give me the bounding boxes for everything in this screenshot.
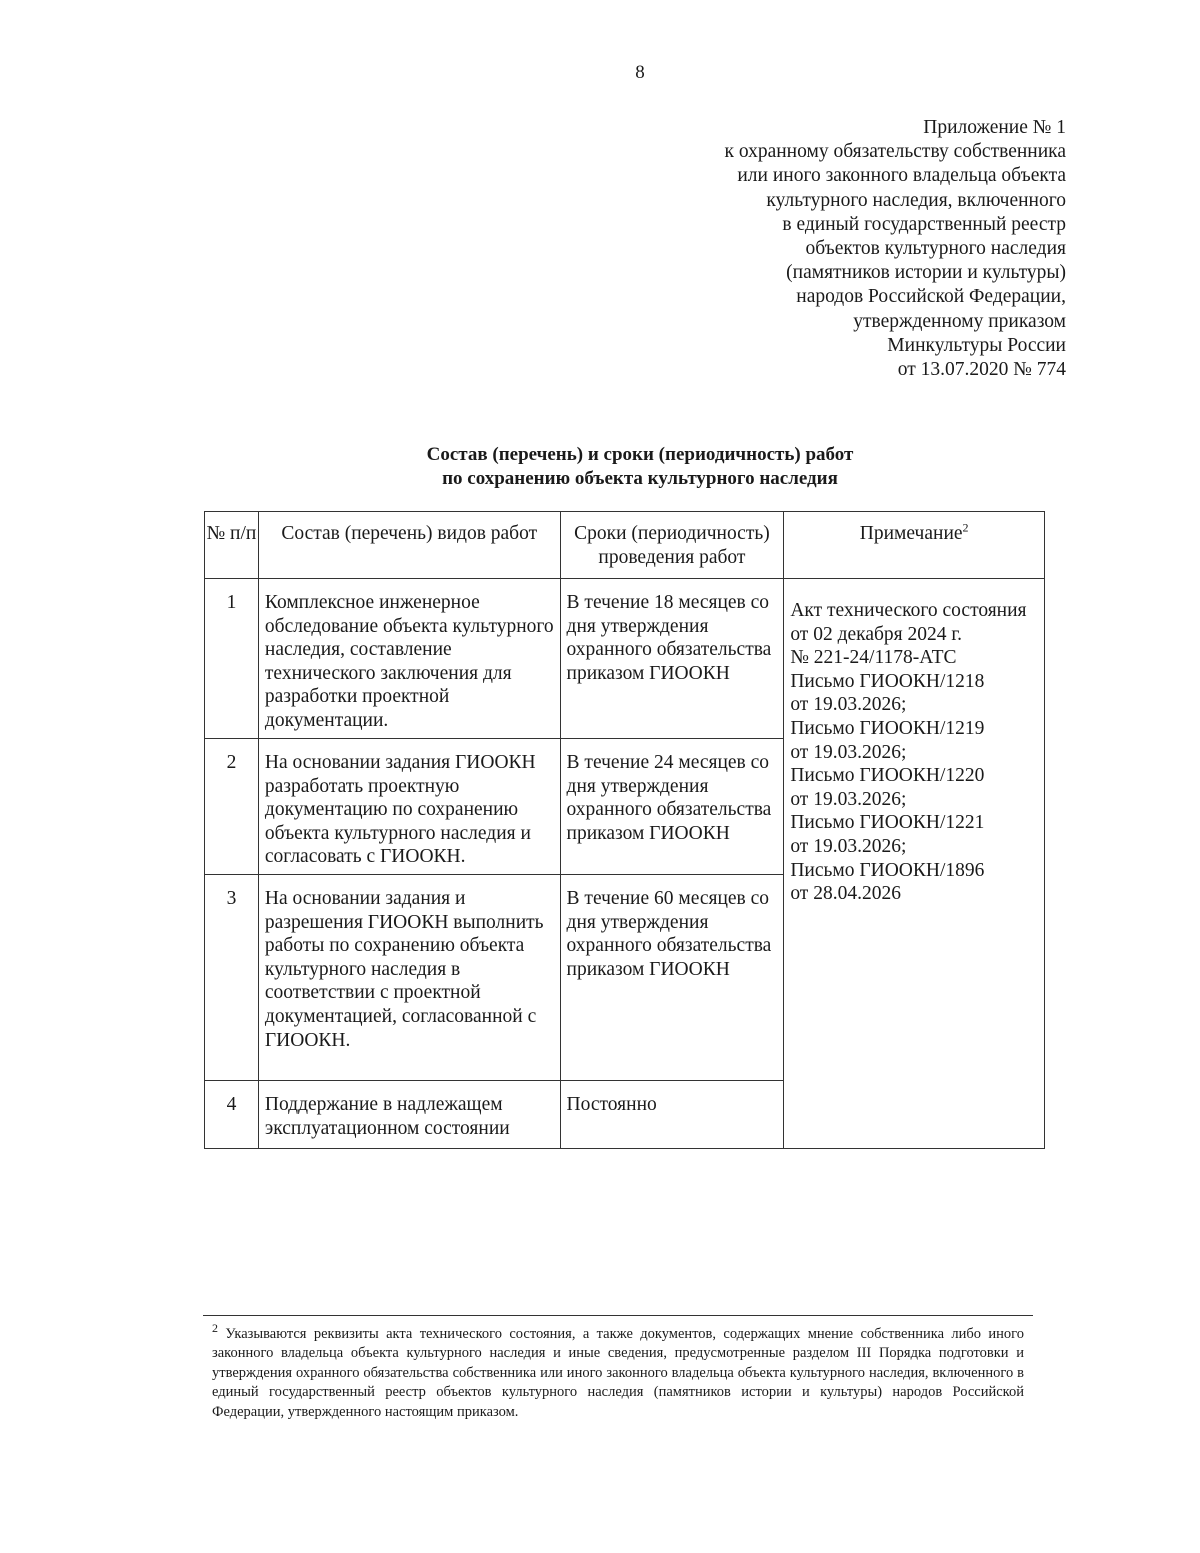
row-terms: В течение 18 месяцев со дня утверждения охранного обязательства приказом ГИООКН xyxy=(560,579,784,739)
works-table xyxy=(204,511,1045,1149)
header-note-label: Примечание xyxy=(859,523,963,544)
appendix-heading xyxy=(724,116,1066,382)
row-works: На основании задания ГИООКН разработать проектную документацию по сохранению объекта культурного наследия и согласовать с ГИООКН. xyxy=(258,739,560,875)
appendix-line: Приложение № 1 xyxy=(923,117,1066,138)
row-works: Комплексное инженерное обследование объекта культурного наследия, составление технического заключения для разработки проектной документации. xyxy=(258,579,560,739)
appendix-line: в единый государственный реестр xyxy=(782,213,1066,235)
footnote-marker: 2 xyxy=(212,1321,218,1336)
note-line: от 28.04.2026 xyxy=(790,883,901,905)
note-line: Письмо ГИООКН/1221 xyxy=(790,812,985,834)
table-row xyxy=(205,579,1045,739)
row-works: На основании задания и разрешения ГИООКН выполнить работы по сохранению объекта культурного наследия в соответствии с проектной документацией, согласованной с ГИООКН. xyxy=(258,875,560,1081)
note-line: от 19.03.2026; xyxy=(790,788,907,810)
header-works: Состав (перечень) видов работ xyxy=(258,512,560,579)
appendix-line: культурного наследия, включенного xyxy=(766,189,1066,211)
appendix-line: утвержденному приказом xyxy=(853,310,1066,332)
note-line: от 19.03.2026; xyxy=(790,835,907,857)
title-line: Состав (перечень) и сроки (периодичность) работ xyxy=(426,444,854,465)
appendix-line: Минкультуры России xyxy=(887,334,1066,356)
row-num: 4 xyxy=(205,1081,259,1149)
note-line: № 221-24/1178-АТС xyxy=(790,647,957,669)
note-line: Письмо ГИООКН/1218 xyxy=(790,670,985,692)
appendix-line: от 13.07.2020 № 774 xyxy=(897,359,1066,381)
header-note xyxy=(784,512,1045,579)
page-number: 8 xyxy=(635,62,645,83)
footnote xyxy=(212,1321,1024,1422)
note-line: от 02 декабря 2024 г. xyxy=(790,623,963,645)
title-line: по сохранению объекта культурного наследия xyxy=(442,468,838,489)
note-line: от 19.03.2026; xyxy=(790,741,907,763)
appendix-line: народов Российской Федерации, xyxy=(796,286,1066,308)
header-terms: Сроки (периодичность) проведения работ xyxy=(560,512,784,579)
row-works: Поддержание в надлежащем эксплуатационном состоянии xyxy=(258,1081,560,1149)
note-cell xyxy=(784,579,1045,1149)
appendix-line: или иного законного владельца объекта xyxy=(737,165,1066,187)
footnote-text: Указываются реквизиты акта технического состояния, а также документов, содержащих мнение собственника либо иного законного владельца объекта культурного наследия и иные сведения, предусмотренные разделом III Порядка подготовки и утверждения охранного обязательства собственника или иного законного владельца объекта культурного наследия, включенного в единый государственный реестр объектов культурного наследия (памятников истории и культуры) народов Российской Федерации, утвержденного настоящим приказом. xyxy=(212,1326,1024,1420)
row-terms: Постоянно xyxy=(560,1081,784,1149)
appendix-line: объектов культурного наследия xyxy=(805,238,1066,260)
header-num: № п/п xyxy=(205,512,259,579)
note-line: от 19.03.2026; xyxy=(790,694,907,716)
footnote-divider xyxy=(203,1315,1033,1316)
note-line: Письмо ГИООКН/1220 xyxy=(790,765,985,787)
row-num: 2 xyxy=(205,739,259,875)
appendix-line: к охранному обязательству собственника xyxy=(724,141,1066,163)
row-terms: В течение 60 месяцев со дня утверждения охранного обязательства приказом ГИООКН xyxy=(560,875,784,1081)
note-line: Письмо ГИООКН/1896 xyxy=(790,859,985,881)
row-num: 3 xyxy=(205,875,259,1081)
row-num: 1 xyxy=(205,579,259,739)
table-header-row xyxy=(205,512,1045,579)
row-terms: В течение 24 месяцев со дня утверждения охранного обязательства приказом ГИООКН xyxy=(560,739,784,875)
note-line: Письмо ГИООКН/1219 xyxy=(790,717,985,739)
note-line: Акт технического состояния xyxy=(790,600,1027,621)
document-title xyxy=(0,443,1200,491)
appendix-line: (памятников истории и культуры) xyxy=(786,262,1066,284)
footnote-ref: 2 xyxy=(962,520,969,535)
